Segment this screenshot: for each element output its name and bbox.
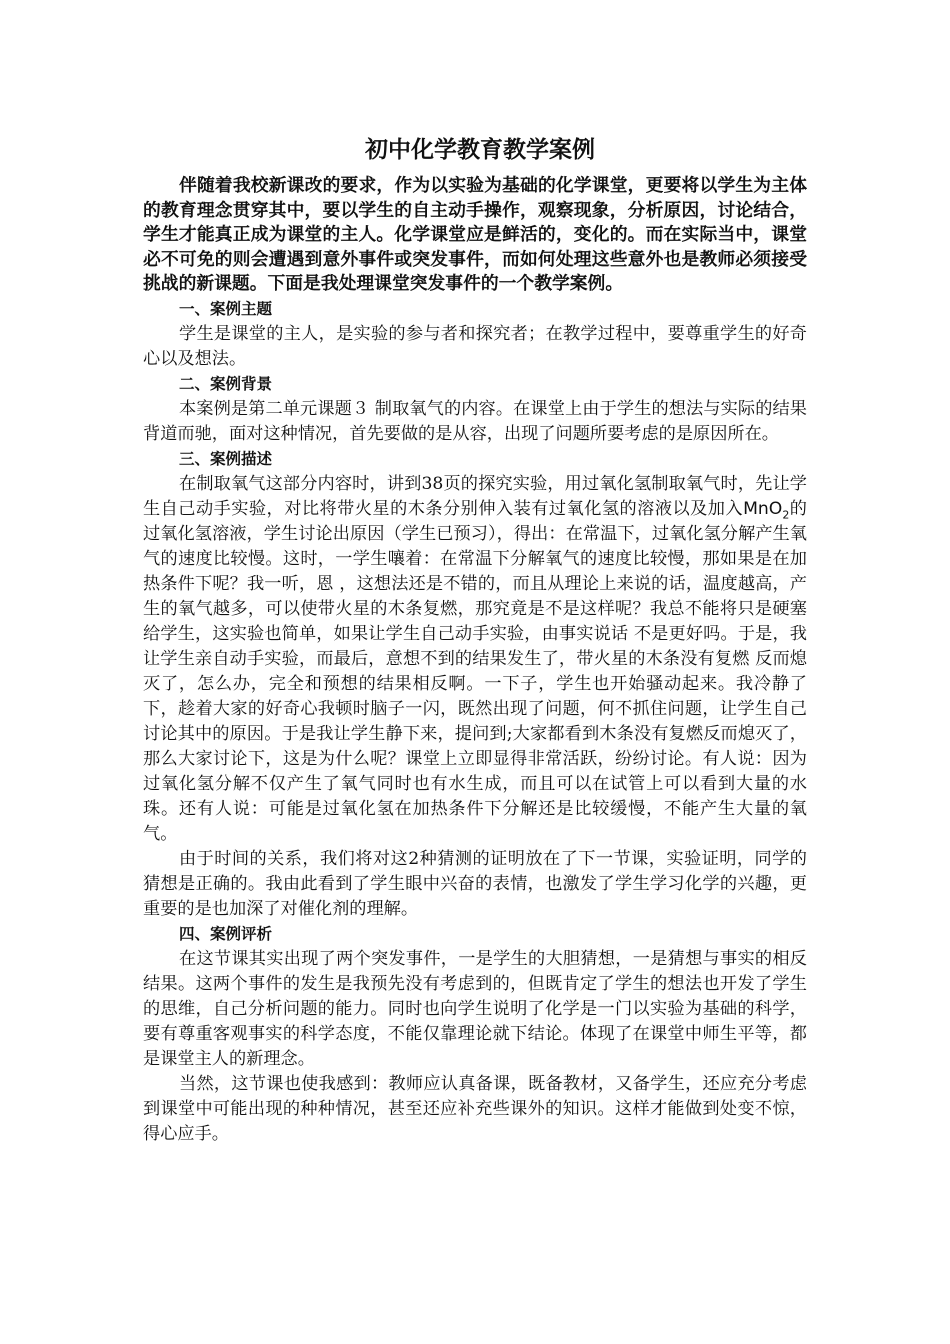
description-text-part-1: 在制取氧气这部分内容时，讲到38页的探究实验，用过氧化氢制取氧气时，先让学生自己动手实验，对比将带火星的木条分别伸入装有过氧化氢的溶液以及加入 xyxy=(143,473,807,519)
section-paragraph-background: 本案例是第二单元课题３ 制取氧气的内容。在课堂上由于学生的想法与实际的结果背道而驰，面对这种情况，首先要做的是从容，出现了问题所要考虑的是原因所在。 xyxy=(143,398,807,444)
section-paragraph-analysis-2: 当然，这节课也使我感到：教师应认真备课，既备教材，又备学生，还应充分考虑到课堂中可能出现的种种情况，甚至还应补充些课外的知识。这样才能做到处变不惊，得心应手。 xyxy=(143,1073,807,1144)
chemical-formula-mno2 xyxy=(743,499,789,519)
section-paragraph-analysis-1: 在这节课其实出现了两个突发事件，一是学生的大胆猜想，一是猜想与事实的相反结果。这两个事件的发生是我预先没有考虑到的，但既肯定了学生的想法也开发了学生的思维，自己分析问题的能力。同时也向学生说明了化学是一门以实验为基础的科学，要有尊重客观事实的科学态度，不能仅靠理论就下结论。体现了在课堂中师生平等，都是课堂主人的新理念。 xyxy=(143,948,807,1069)
formula-base: MnO xyxy=(743,498,783,519)
intro-paragraph: 伴随着我校新课改的要求，作为以实验为基础的化学课堂，更要将以学生为主体的教育理念贯穿其中，要以学生的自主动手操作，观察现象，分析原因，讨论结合，学生才能真正成为课堂的主人。化学课堂应是鲜活的，变化的。而在实际当中，课堂必不可免的则会遭遇到意外事件或突发事件，而如何处理这些意外也是教师必须接受挑战的新课题。下面是我处理课堂突发事件的一个教学案例。 xyxy=(143,175,807,294)
section-heading-theme: 一、案例主题 xyxy=(179,299,273,318)
document-page xyxy=(143,134,807,1147)
section-paragraph-theme: 学生是课堂的主人，是实验的参与者和探究者；在教学过程中，要尊重学生的好奇心以及想法。 xyxy=(143,323,807,369)
section-paragraph-description-2: 由于时间的关系，我们将对这2种猜测的证明放在了下一节课，实验证明，同学的猜想是正确的。我由此看到了学生眼中兴奋的表情，也激发了学生学习化学的兴趣，更重要的是也加深了对催化剂的理解。 xyxy=(143,848,807,919)
section-heading-analysis: 四、案例评析 xyxy=(179,924,273,943)
section-paragraph-description-1 xyxy=(143,472,807,847)
document-title: 初中化学教育教学案例 xyxy=(365,137,595,163)
formula-subscript: 2 xyxy=(782,507,790,521)
section-heading-background: 二、案例背景 xyxy=(179,374,273,393)
section-heading-description: 三、案例描述 xyxy=(179,449,273,468)
description-text-part-2: 的过氧化氢溶液，学生讨论出原因（学生已预习），得出：在常温下，过氧化氢分解产生氧气的速度比较慢。这时，一学生嚷着：在常温下分解氧气的速度比较慢，那如果是在加热条件下呢？我一听，恩 ，这想法还是不错的，而且从理论上来说的话，温度越高，产生的氧气越多，可以使带火星的木条复燃，那究竟是不是这样呢？我总不能将只是硬塞给学生，这实验也简单，如果让学生自己动手实验，由事实说话 不是更好吗。于是，我让学生亲自动手实验，而最后，意想不到的结果发生了，带火星的木条没有复燃 反而熄灭了，怎么办，完全和预想的结果相反啊。一下子，学生也开始骚动起来。我冷静了下，趁着大家的好奇心我顿时脑子一闪，既然出现了问题，何不抓住问题，让学生自己讨论其中的原因。于是我让学生静下来，提问到;大家都看到木条没有复燃反而熄灭了，那么大家讨论下，这是为什么呢？课堂上立即显得非常活跃，纷纷讨论。有人说：因为过氧化氢分解不仅产生了氧气同时也有水生成，而且可以在试管上可以看到大量的水珠。还有人说：可能是过氧化氢在加热条件下分解还是比较缓慢，不能产生大量的氧气。 xyxy=(143,498,807,844)
